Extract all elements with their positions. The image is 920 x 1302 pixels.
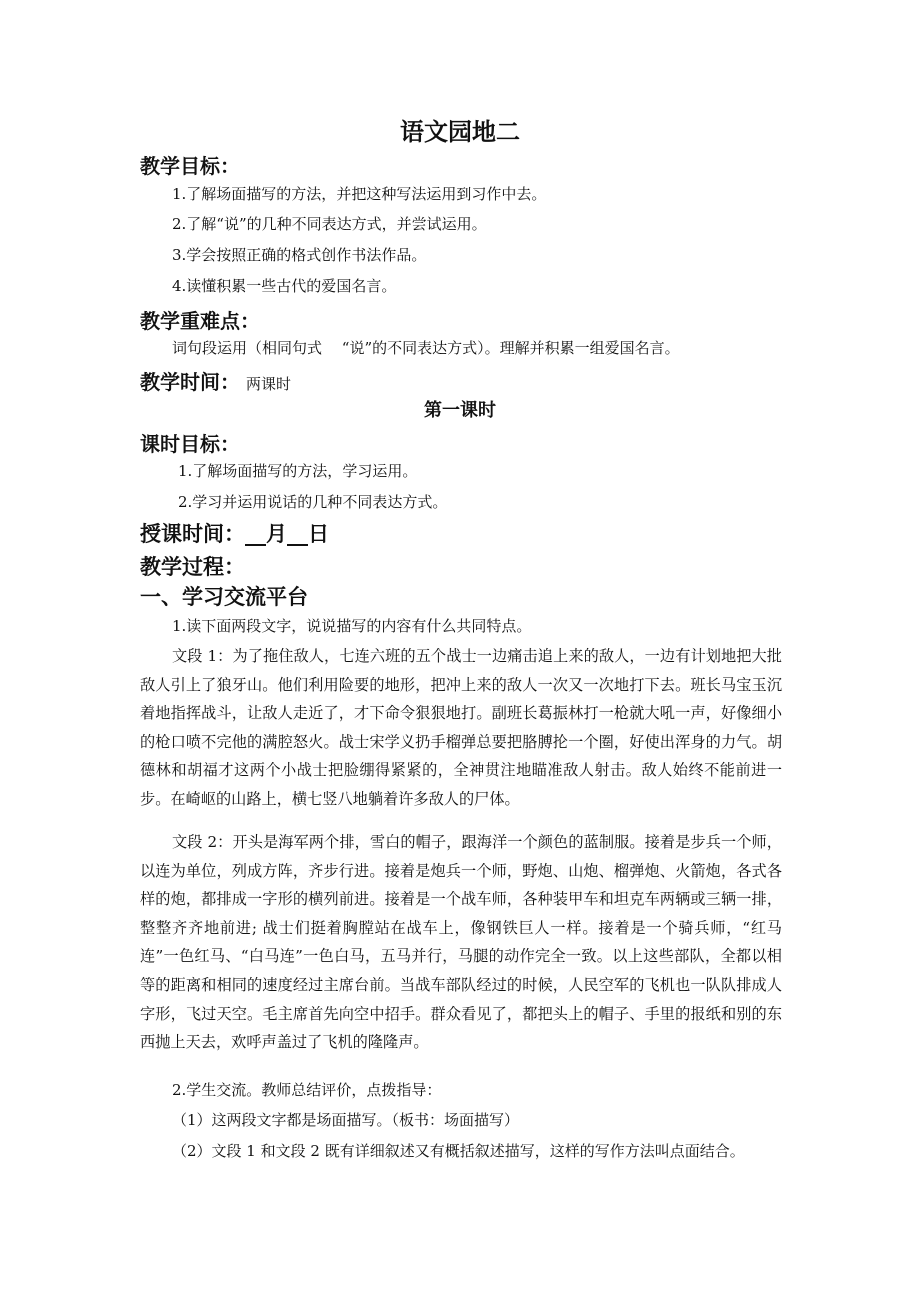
passage-1: 文段 1：为了拖住敌人，七连六班的五个战士一边痛击追上来的敌人，一边有计划地把大批敌人引上了狼牙山。他们利用险要的地形，把冲上来的敌人一次又一次地打下去。班长马宝玉沉着地指挥战斗，让敌人走近了，才下命令狠狠地打。副班长葛振林打一枪就大吼一声，好像细小的枪口喷不完他的满腔怒火。战士宋学义扔手榴弹总要把胳膊抡一个圈，好使出浑身的力气。胡德林和胡福才这两个小战士把脸绷得紧紧的，全神贯注地瞄准敌人射击。敌人始终不能前进一步。在崎岖的山路上，横七竖八地躺着许多敌人的尸体。 [140, 647, 782, 808]
time-label: 教学时间： [140, 370, 240, 394]
key-points-text: 词句段运用（相同句式 “说”的不同表达方式）。理解并积累一组爱国名言。 [172, 339, 680, 357]
instruction-text: 2.学生交流。教师总结评价，点拨指导： [172, 1081, 442, 1099]
instruction-text: 1.读下面两段文字，说说描写的内容有什么共同特点。 [172, 617, 532, 635]
goal-item: 4.读懂积累一些古代的爱国名言。 [172, 277, 397, 295]
goal-item: 1.了解场面描写的方法，并把这种写法运用到习作中去。 [172, 185, 547, 203]
teaching-date: 授课时间：__月__日 [140, 522, 329, 546]
lesson-goal-item: 2.学习并运用说话的几种不同表达方式。 [178, 493, 448, 511]
summary-point: （1）这两段文字都是场面描写。（板书：场面描写） [172, 1111, 520, 1129]
subsection-heading-exchange: 一、学习交流平台 [140, 585, 308, 609]
section-heading-process: 教学过程： [140, 555, 245, 579]
section-heading-time [140, 366, 291, 395]
lesson-title: 第一课时 [424, 400, 496, 421]
section-heading-goals: 教学目标： [140, 154, 240, 178]
document-title: 语文园地二 [400, 118, 520, 146]
time-value: 两课时 [246, 375, 292, 393]
lesson-goal-item: 1.了解场面描写的方法，学习运用。 [178, 462, 418, 480]
summary-point: （2）文段 1 和文段 2 既有详细叙述又有概括叙述描写，这样的写作方法叫点面结合。 [172, 1142, 745, 1160]
section-heading-lesson-goals: 课时目标： [140, 432, 240, 456]
goal-item: 3.学会按照正确的格式创作书法作品。 [172, 246, 427, 264]
section-heading-key-points: 教学重难点： [140, 309, 260, 333]
passage-2: 文段 2：开头是海军两个排，雪白的帽子，跟海洋一个颜色的蓝制服。接着是步兵一个师，以连为单位，列成方阵，齐步行进。接着是炮兵一个师，野炮、山炮、榴弹炮、火箭炮，各式各样的炮，都排成一字形的横列前进。接着是一个战车师，各种装甲车和坦克车两辆或三辆一排，整整齐齐地前进; 战士们挺着胸膛站在战车上，像钢铁巨人一样。接着是一个骑兵师，“红马连”一色红马、“白马连”一色白马，五马并行，马腿的动作完全一致。以上这些部队，全都以相等的距离和相同的速度经过主席台前。当战车部队经过的时候，人民空军的飞机也一队队排成人字形，飞过天空。毛主席首先向空中招手。群众看见了，都把头上的帽子、手里的报纸和别的东西抛上天去，欢呼声盖过了飞机的隆隆声。 [140, 833, 782, 1052]
goal-item: 2.了解“说”的几种不同表达方式，并尝试运用。 [172, 215, 487, 233]
